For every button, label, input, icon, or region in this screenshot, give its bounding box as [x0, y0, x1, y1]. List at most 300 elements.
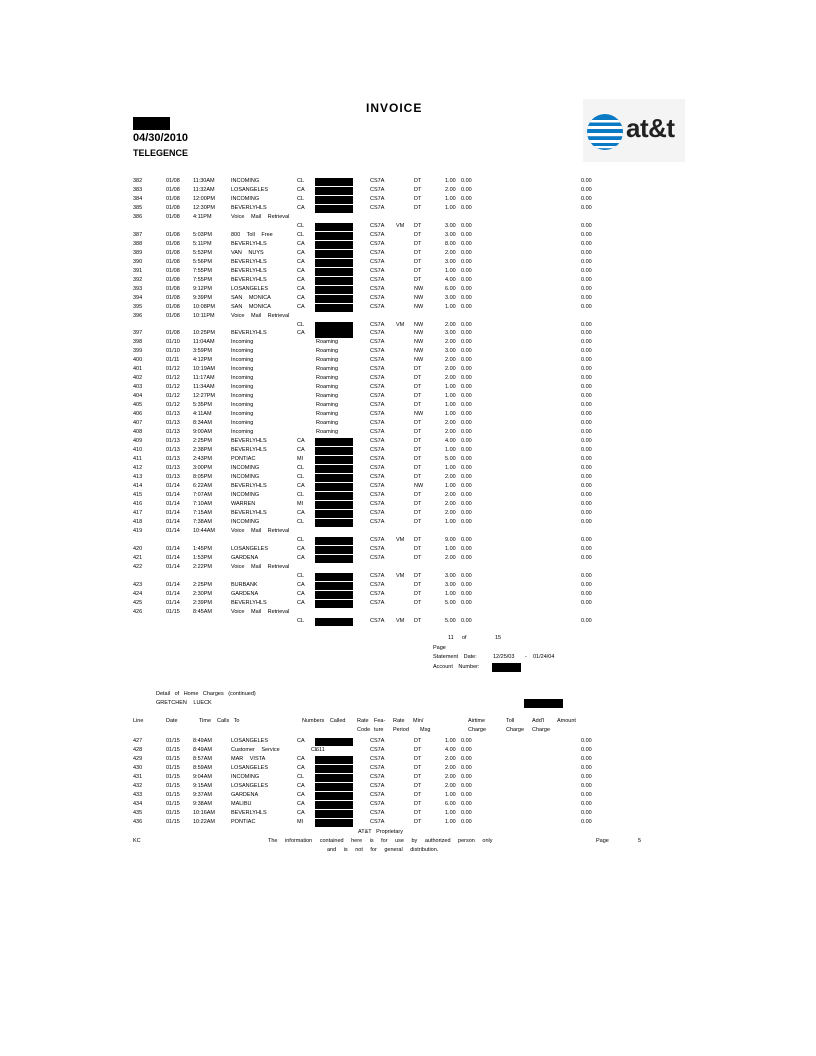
cell-date: 01/15 [166, 755, 180, 762]
cell-min: 5.00 [445, 617, 456, 624]
cell-rate: CS7A [370, 746, 385, 753]
cell-min: 2.00 [445, 474, 456, 480]
logo-text: at&t [626, 113, 675, 143]
cell-airtime: 0.00 [461, 581, 472, 588]
table-row [0, 536, 816, 545]
redacted-number [315, 465, 353, 473]
cell-line: 434 [133, 800, 143, 807]
proprietary-label: AT&T Proprietary [358, 829, 403, 835]
cell-period: DT [414, 186, 422, 193]
cell-line: 396 [133, 312, 143, 319]
cell-calls-to: BEVERLYHLS [231, 438, 267, 445]
header-date: Date [166, 718, 178, 724]
cell-rate: CS7A [370, 339, 385, 346]
redacted-number [315, 582, 353, 590]
header-feat-2: ture [374, 727, 384, 733]
cell-airtime: 0.00 [461, 755, 472, 762]
cell-period: NW [414, 357, 424, 364]
cell-period: NW [414, 285, 424, 292]
cell-rate: CS7A [370, 393, 385, 400]
cell-amount: 0.00 [581, 617, 592, 624]
cell-feature: VM [396, 321, 405, 328]
cell-roaming: Roaming [316, 420, 339, 427]
cell-min: 2.00 [445, 366, 456, 373]
cell-line: 390 [133, 258, 143, 265]
customer-name: TELEGENCE [133, 148, 189, 158]
header-rate-period-2: Period [393, 727, 409, 733]
redacted-number [315, 330, 353, 338]
cell-date: 01/14 [166, 563, 180, 570]
cell-airtime: 0.00 [461, 267, 472, 274]
table-row [0, 312, 816, 321]
cell-roaming: Roaming [316, 384, 339, 391]
cell-calls-to: Incoming [231, 375, 254, 382]
cell-min: 2.00 [445, 500, 456, 507]
cell-time: 5:56PM [193, 258, 212, 265]
cell-line: 405 [133, 402, 143, 409]
cell-rate: CS7A [370, 764, 385, 771]
cell-state: CL [297, 617, 305, 624]
cell-airtime: 0.00 [461, 321, 472, 328]
cell-feature: VM [396, 222, 405, 229]
page-of: of [462, 635, 467, 641]
cell-time: 5:11PM [193, 240, 212, 247]
cell-line: 424 [133, 590, 143, 597]
cell-time: 7:55PM [193, 267, 212, 274]
cell-amount: 0.00 [581, 782, 592, 789]
table-row [0, 491, 816, 500]
cell-amount: 0.00 [581, 518, 592, 525]
cell-date: 01/08 [166, 240, 180, 247]
cell-line: 433 [133, 791, 143, 798]
cell-roaming: Roaming [316, 339, 339, 346]
table-row [0, 581, 816, 590]
cell-min: 1.00 [445, 393, 456, 400]
cell-line: 420 [133, 545, 143, 552]
cell-period: DT [414, 755, 422, 762]
cell-date: 01/14 [166, 482, 180, 489]
cell-time: 2:25PM [193, 438, 212, 445]
cell-rate: CS7A [370, 738, 385, 744]
table-row [0, 267, 816, 276]
cell-rate: CS7A [370, 617, 385, 624]
cell-min: 2.00 [445, 509, 456, 516]
table-row [0, 213, 816, 222]
cell-line: 406 [133, 411, 143, 418]
table-row [0, 356, 816, 365]
table-row [0, 599, 816, 608]
cell-airtime: 0.00 [461, 438, 472, 445]
cell-min: 8.00 [445, 240, 456, 247]
cell-rate: CS7A [370, 420, 385, 427]
redacted-number [315, 304, 353, 312]
redacted-number [315, 801, 353, 809]
cell-amount: 0.00 [581, 231, 592, 238]
cell-number: 611 [316, 746, 325, 753]
cell-time: 5:35PM [193, 402, 212, 409]
cell-calls-to: Incoming [231, 357, 254, 364]
cell-calls-to: INCOMING [231, 518, 260, 525]
cell-amount: 0.00 [581, 746, 592, 753]
redacted-number [315, 286, 353, 294]
cell-date: 01/08 [166, 213, 180, 220]
table-row [0, 258, 816, 267]
cell-amount: 0.00 [581, 590, 592, 597]
page-label: Page [433, 645, 446, 651]
cell-rate: CS7A [370, 195, 385, 202]
cell-line: 404 [133, 393, 143, 400]
cell-airtime: 0.00 [461, 764, 472, 771]
cell-period: NW [414, 294, 424, 301]
redacted-number [315, 591, 353, 599]
cell-time: 8:59AM [193, 764, 212, 771]
cell-calls-to: GARDENA [231, 791, 259, 798]
redacted-number [315, 178, 353, 186]
cell-date: 01/15 [166, 746, 180, 753]
cell-calls-to: INCOMING [231, 178, 260, 184]
cell-date: 01/12 [166, 366, 180, 373]
cell-amount: 0.00 [581, 456, 592, 463]
cell-min: 4.00 [445, 746, 456, 753]
cell-period: DT [414, 447, 422, 454]
cell-line: 427 [133, 738, 143, 744]
table-row [0, 231, 816, 240]
cell-amount: 0.00 [581, 258, 592, 265]
page-num: 11 [448, 635, 454, 641]
cell-time: 5:03PM [193, 231, 212, 238]
cell-airtime: 0.00 [461, 393, 472, 400]
cell-rate: CS7A [370, 491, 385, 498]
cell-date: 01/12 [166, 402, 180, 409]
cell-date: 01/10 [166, 348, 180, 355]
cell-calls-to: BEVERLYHLS [231, 276, 267, 283]
cell-airtime: 0.00 [461, 500, 472, 507]
cell-rate: CS7A [370, 809, 385, 816]
cell-state: CL [297, 231, 305, 238]
cell-line: 423 [133, 581, 143, 588]
cell-airtime: 0.00 [461, 746, 472, 753]
cell-period: DT [414, 782, 422, 789]
cell-feature: VM [396, 536, 405, 543]
cell-amount: 0.00 [581, 393, 592, 400]
redacted-number [315, 555, 353, 563]
cell-amount: 0.00 [581, 536, 592, 543]
cell-rate: CS7A [370, 482, 385, 489]
cell-calls-to: Incoming [231, 429, 254, 436]
cell-calls-to: LOSANGELES [231, 764, 268, 771]
cell-rate: CS7A [370, 456, 385, 463]
redacted-number [315, 277, 353, 285]
cell-calls-to: BEVERLYHLS [231, 482, 267, 489]
cell-period: DT [414, 545, 422, 552]
cell-min: 1.00 [445, 482, 456, 489]
cell-min: 1.00 [445, 195, 456, 202]
header-time: Time [199, 718, 212, 724]
cell-time: 1:45PM [193, 545, 212, 552]
cell-amount: 0.00 [581, 800, 592, 807]
cell-line: 421 [133, 554, 143, 561]
cell-line: 416 [133, 500, 143, 507]
cell-line: 419 [133, 527, 143, 534]
cell-airtime: 0.00 [461, 590, 472, 597]
table-row [0, 410, 816, 419]
cell-airtime: 0.00 [461, 303, 472, 310]
cell-airtime: 0.00 [461, 258, 472, 265]
cell-date: 01/08 [166, 312, 180, 319]
redacted-number [315, 295, 353, 303]
cell-period: NW [414, 339, 424, 346]
cell-time: 10:44AM [193, 527, 216, 534]
cell-time: 12:00PM [193, 195, 216, 202]
cell-line: 413 [133, 474, 143, 480]
redacted-number [315, 792, 353, 800]
cell-airtime: 0.00 [461, 773, 472, 780]
cell-period: DT [414, 509, 422, 516]
table-row [0, 554, 816, 563]
cell-period: DT [414, 764, 422, 771]
cell-date: 01/08 [166, 294, 180, 301]
cell-amount: 0.00 [581, 509, 592, 516]
cell-calls-to: Incoming [231, 339, 254, 346]
cell-airtime: 0.00 [461, 447, 472, 454]
cell-airtime: 0.00 [461, 339, 472, 346]
cell-calls-to: VAN NUYS [231, 249, 264, 256]
redacted-number [315, 447, 353, 455]
cell-time: 9:15AM [193, 782, 212, 789]
cell-date: 01/08 [166, 330, 180, 337]
cell-min: 6.00 [445, 800, 456, 807]
cell-calls-to: GARDENA [231, 590, 259, 597]
cell-date: 01/14 [166, 599, 180, 606]
table-row [0, 464, 816, 473]
cell-amount: 0.00 [581, 465, 592, 472]
cell-roaming: Roaming [316, 348, 339, 355]
cell-min: 9.00 [445, 536, 456, 543]
cell-line: 417 [133, 509, 143, 516]
header-rate-period: Rate [393, 718, 405, 724]
cell-line: 425 [133, 599, 143, 606]
cell-amount: 0.00 [581, 438, 592, 445]
redacted-number [315, 738, 353, 746]
cell-date: 01/14 [166, 527, 180, 534]
table-row [0, 527, 816, 536]
cell-rate: CS7A [370, 186, 385, 193]
cell-period: DT [414, 267, 422, 274]
table-row [0, 473, 816, 482]
cell-period: DT [414, 617, 422, 624]
cell-calls-to: Voice Mail Retrieval [231, 527, 290, 534]
cell-state: CA [297, 267, 305, 274]
table-row [0, 419, 816, 428]
cell-airtime: 0.00 [461, 818, 472, 825]
cell-period: DT [414, 465, 422, 472]
cell-amount: 0.00 [581, 249, 592, 256]
header-rate: Rate [357, 718, 369, 724]
cell-time: 4:11AM [193, 411, 212, 418]
redacted-number [315, 774, 353, 782]
cell-amount: 0.00 [581, 294, 592, 301]
cell-calls-to: LOSANGELES [231, 782, 268, 789]
section-title: Detail of Home Charges (continued) [156, 691, 256, 697]
cell-airtime: 0.00 [461, 294, 472, 301]
cell-rate: CS7A [370, 465, 385, 472]
cell-date: 01/13 [166, 429, 180, 436]
cell-period: DT [414, 249, 422, 256]
cell-time: 2:39PM [193, 599, 212, 606]
cell-min: 1.00 [445, 791, 456, 798]
cell-line: 391 [133, 267, 143, 274]
cell-state: CA [297, 258, 305, 265]
cell-date: 01/10 [166, 339, 180, 346]
cell-date: 01/13 [166, 474, 180, 480]
cell-amount: 0.00 [581, 402, 592, 409]
cell-line: 408 [133, 429, 143, 436]
footer-page-num: 5 [638, 838, 642, 844]
cell-calls-to: GARDENA [231, 554, 259, 561]
cell-calls-to: LOSANGELES [231, 738, 268, 744]
cell-calls-to: Incoming [231, 348, 254, 355]
cell-date: 01/11 [166, 357, 180, 364]
cell-time: 8:49AM [193, 746, 212, 753]
cell-date: 01/15 [166, 800, 180, 807]
cell-amount: 0.00 [581, 222, 592, 229]
table-row [0, 800, 816, 809]
cell-rate: CS7A [370, 267, 385, 274]
cell-state: CL [297, 178, 305, 184]
cell-amount: 0.00 [581, 474, 592, 480]
table-row [0, 303, 816, 312]
cell-time: 9:04AM [193, 773, 212, 780]
cell-calls-to: Voice Mail Retrieval [231, 312, 290, 319]
cell-min: 1.00 [445, 178, 456, 184]
cell-min: 3.00 [445, 231, 456, 238]
cell-period: DT [414, 773, 422, 780]
cell-date: 01/13 [166, 465, 180, 472]
cell-date: 01/15 [166, 782, 180, 789]
cell-airtime: 0.00 [461, 800, 472, 807]
cell-min: 1.00 [445, 411, 456, 418]
cell-state: CL [297, 536, 305, 543]
cell-time: 10:11PM [193, 312, 215, 319]
cell-amount: 0.00 [581, 321, 592, 328]
invoice-title: INVOICE [366, 101, 423, 115]
cell-time: 11:34AM [193, 384, 215, 391]
cell-amount: 0.00 [581, 285, 592, 292]
cell-amount: 0.00 [581, 572, 592, 579]
cell-time: 9:12PM [193, 285, 212, 292]
cell-min: 3.00 [445, 222, 456, 229]
statement-dash: - [525, 654, 527, 660]
cell-calls-to: BEVERLYHLS [231, 330, 267, 337]
cell-rate: CS7A [370, 411, 385, 418]
cell-date: 01/13 [166, 438, 180, 445]
cell-line: 418 [133, 518, 143, 525]
cell-min: 5.00 [445, 456, 456, 463]
cell-date: 01/14 [166, 500, 180, 507]
cell-line: 401 [133, 366, 143, 373]
cell-state: CL [297, 474, 305, 480]
table-row [0, 276, 816, 285]
cell-rate: CS7A [370, 303, 385, 310]
cell-airtime: 0.00 [461, 384, 472, 391]
page-total: 15 [495, 635, 502, 641]
cell-min: 2.00 [445, 764, 456, 771]
cell-min: 2.00 [445, 773, 456, 780]
redacted-number [315, 573, 353, 581]
cell-date: 01/14 [166, 545, 180, 552]
cell-amount: 0.00 [581, 204, 592, 211]
cell-period: DT [414, 456, 422, 463]
cell-roaming: Roaming [316, 393, 339, 400]
cell-time: 9:00AM [193, 429, 212, 436]
cell-calls-to: Voice Mail Retrieval [231, 608, 290, 615]
cell-time: 7:10AM [193, 500, 212, 507]
cell-airtime: 0.00 [461, 738, 472, 744]
cell-date: 01/08 [166, 249, 180, 256]
cell-min: 1.00 [445, 384, 456, 391]
cell-period: DT [414, 276, 422, 283]
cell-date: 01/08 [166, 204, 180, 211]
cell-time: 3:00PM [193, 465, 212, 472]
cell-period: DT [414, 420, 422, 427]
cell-amount: 0.00 [581, 276, 592, 283]
cell-amount: 0.00 [581, 357, 592, 364]
cell-time: 9:39PM [193, 294, 212, 301]
cell-rate: CS7A [370, 438, 385, 445]
cell-airtime: 0.00 [461, 518, 472, 525]
cell-line: 394 [133, 294, 143, 301]
cell-min: 1.00 [445, 204, 456, 211]
table-row [0, 204, 816, 213]
redacted-number [315, 618, 353, 626]
cell-state: CA [297, 240, 305, 247]
cell-date: 01/13 [166, 411, 180, 418]
cell-airtime: 0.00 [461, 617, 472, 624]
cell-period: NW [414, 482, 424, 489]
cell-amount: 0.00 [581, 303, 592, 310]
cell-airtime: 0.00 [461, 231, 472, 238]
statement-to: 01/24/04 [533, 654, 555, 660]
cell-amount: 0.00 [581, 240, 592, 247]
cell-line: 431 [133, 773, 143, 780]
cell-state: CA [297, 764, 305, 771]
cell-state: CL [297, 195, 305, 202]
cell-rate: CS7A [370, 545, 385, 552]
table-row [0, 755, 816, 764]
cell-min: 2.00 [445, 375, 456, 382]
cell-line: 389 [133, 249, 143, 256]
redacted-number [315, 196, 353, 204]
header-rate-code: Code [357, 727, 371, 733]
redacted-number [315, 205, 353, 213]
redacted-number [315, 546, 353, 554]
cell-calls-to: MALIBU [231, 800, 252, 807]
cell-amount: 0.00 [581, 773, 592, 780]
table-row [0, 764, 816, 773]
cell-period: NW [414, 411, 424, 418]
cell-date: 01/08 [166, 285, 180, 292]
cell-time: 10:19AM [193, 366, 216, 373]
cell-min: 3.00 [445, 258, 456, 265]
cell-period: DT [414, 366, 422, 373]
header-addl-2: Charge [532, 727, 551, 733]
cell-state: CA [297, 800, 305, 807]
header-toll-2: Charge [506, 727, 525, 733]
cell-period: DT [414, 554, 422, 561]
cell-date: 01/12 [166, 384, 180, 391]
cell-period: DT [414, 738, 422, 744]
cell-min: 2.00 [445, 321, 456, 328]
